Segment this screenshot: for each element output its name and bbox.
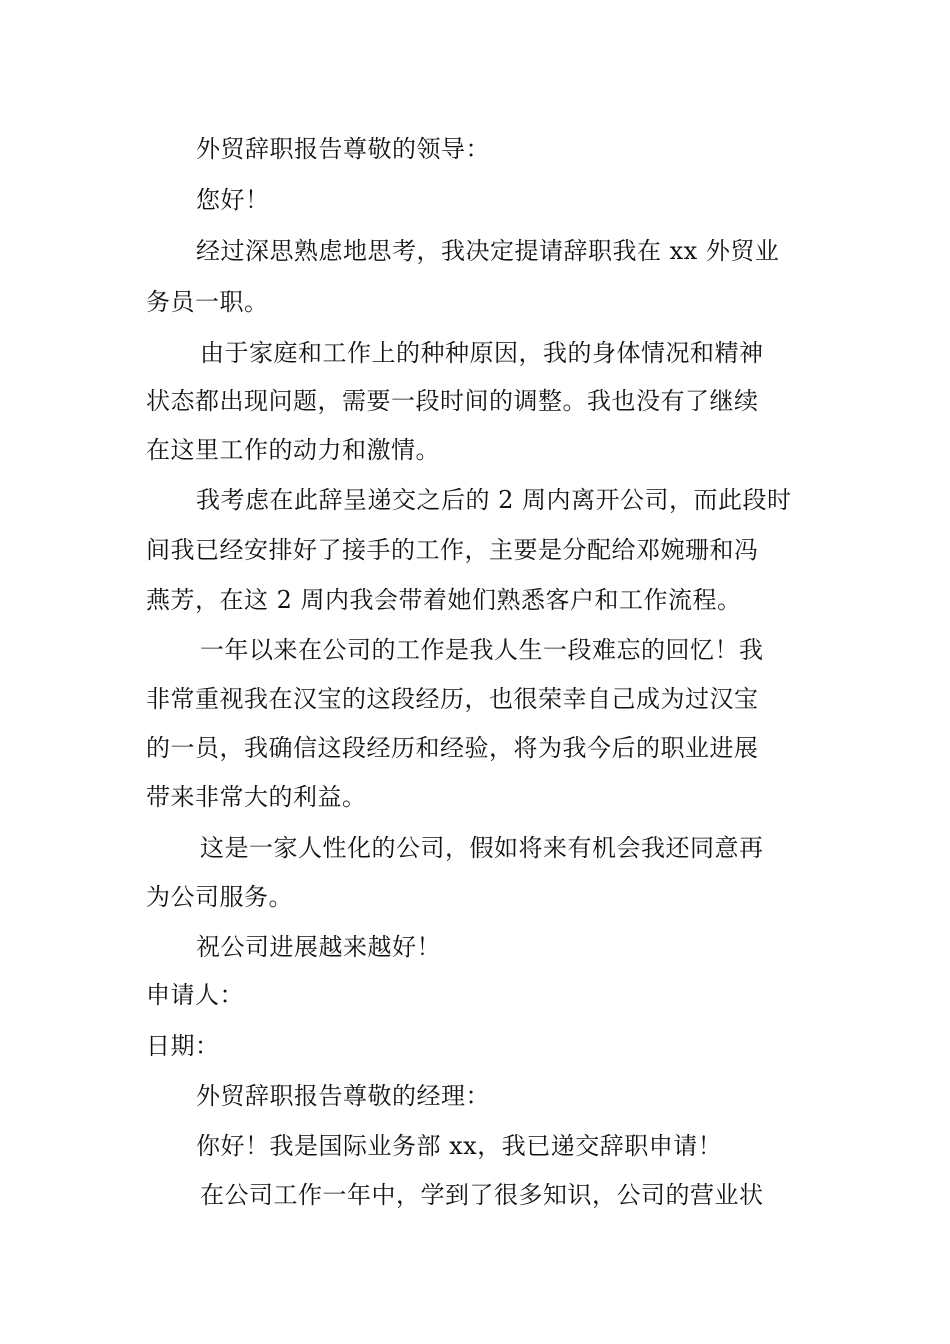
paragraph-line: 务员一职。 [146, 288, 269, 316]
paragraph-line: 由于家庭和工作上的种种原因，我的身体情况和精神 [200, 339, 764, 367]
date-label: 日期： [146, 1032, 220, 1060]
greeting-2: 你好！我是国际业务部 xx，我已递交辞职申请！ [196, 1132, 723, 1160]
paragraph-line: 燕芳，在这 2 周内我会带着她们熟悉客户和工作流程。 [146, 586, 742, 614]
paragraph-line: 状态都出现问题，需要一段时间的调整。我也没有了继续 [146, 387, 759, 415]
paragraph-line: 这是一家人性化的公司，假如将来有机会我还同意再 [200, 834, 764, 862]
paragraph-line: 带来非常大的利益。 [146, 783, 367, 811]
paragraph-line: 在公司工作一年中，学到了很多知识，公司的营业状 [200, 1181, 764, 1209]
paragraph-line: 一年以来在公司的工作是我人生一段难忘的回忆！我 [200, 636, 764, 664]
greeting-1: 您好！ [196, 186, 270, 214]
paragraph-line: 为公司服务。 [146, 883, 293, 911]
paragraph-line: 在这里工作的动力和激情。 [146, 436, 440, 464]
paragraph-line: 我考虑在此辞呈递交之后的 2 周内离开公司，而此段时 [196, 486, 792, 514]
paragraph-line: 间我已经安排好了接手的工作，主要是分配给邓婉珊和冯 [146, 536, 759, 564]
letter-heading-1: 外贸辞职报告尊敬的领导： [196, 135, 490, 163]
closing-wish: 祝公司进展越来越好！ [196, 933, 441, 961]
paragraph-line: 非常重视我在汉宝的这段经历，也很荣幸自己成为过汉宝 [146, 685, 759, 713]
paragraph-line: 经过深思熟虑地思考，我决定提请辞职我在 xx 外贸业 [196, 237, 780, 265]
paragraph-line: 的一员，我确信这段经历和经验，将为我今后的职业进展 [146, 734, 759, 762]
applicant-label: 申请人： [146, 981, 244, 1009]
letter-heading-2: 外贸辞职报告尊敬的经理： [196, 1082, 490, 1110]
